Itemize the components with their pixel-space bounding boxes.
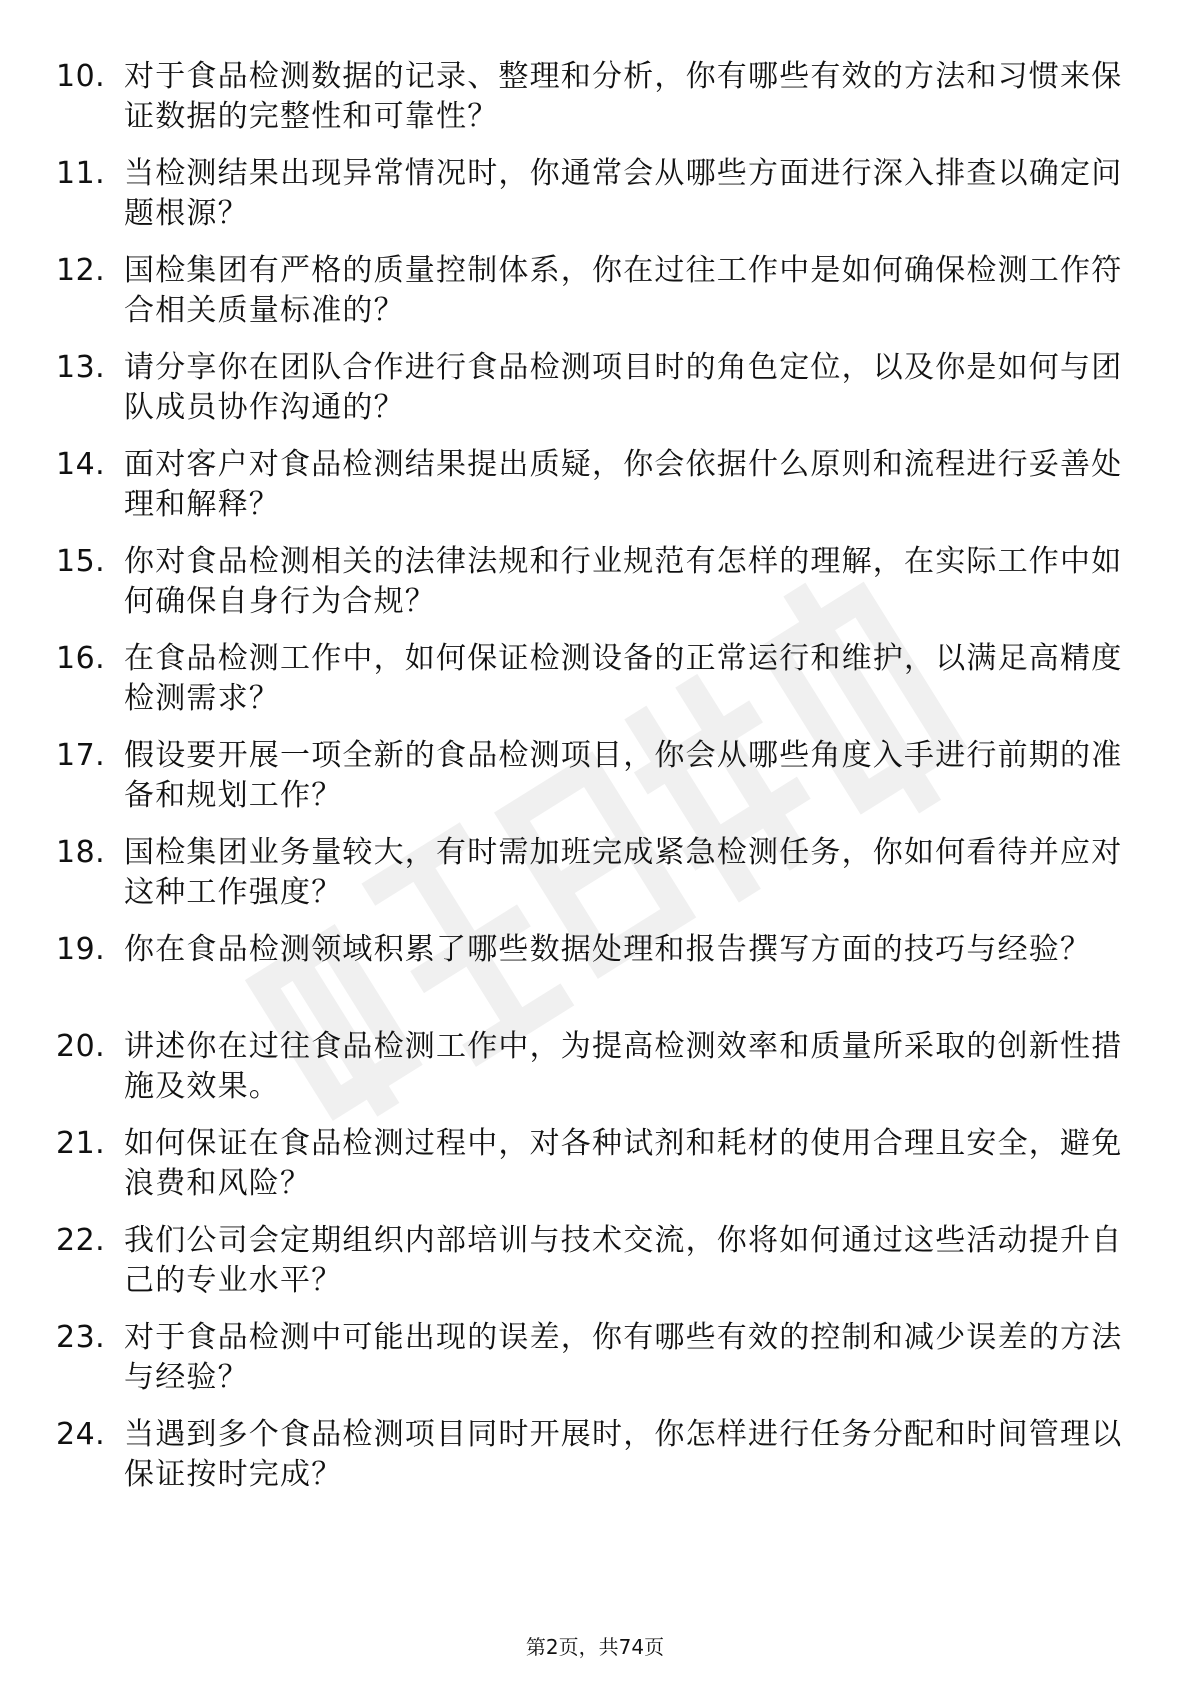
question-number: 15. xyxy=(56,544,106,579)
question-item xyxy=(56,1027,1136,1127)
question-item xyxy=(56,1124,1136,1224)
question-number: 14. xyxy=(56,447,106,482)
question-text: 你对食品检测相关的法律法规和行业规范有怎样的理解，在实际工作中如何确保自身行为合规？ xyxy=(124,544,1123,619)
question-item xyxy=(56,639,1136,739)
question-number: 10. xyxy=(56,59,106,94)
question-text: 在食品检测工作中，如何保证检测设备的正常运行和维护，以满足高精度检测需求？ xyxy=(124,641,1123,716)
question-item xyxy=(56,154,1136,254)
question-text: 假设要开展一项全新的食品检测项目，你会从哪些角度入手进行前期的准备和规划工作？ xyxy=(124,738,1123,813)
question-number: 23. xyxy=(56,1320,106,1355)
question-item xyxy=(56,833,1136,933)
question-text: 讲述你在过往食品检测工作中，为提高检测效率和质量所采取的创新性措施及效果。 xyxy=(124,1029,1123,1104)
question-text: 对于食品检测中可能出现的误差，你有哪些有效的控制和减少误差的方法与经验？ xyxy=(124,1320,1123,1395)
question-text: 国检集团有严格的质量控制体系，你在过往工作中是如何确保检测工作符合相关质量标准的？ xyxy=(124,253,1123,328)
question-item xyxy=(56,445,1136,545)
question-item xyxy=(56,251,1136,351)
question-text: 对于食品检测数据的记录、整理和分析，你有哪些有效的方法和习惯来保证数据的完整性和可靠性？ xyxy=(124,59,1123,134)
question-text: 你在食品检测领域积累了哪些数据处理和报告撰写方面的技巧与经验？ xyxy=(124,932,1092,967)
question-text: 如何保证在食品检测过程中，对各种试剂和耗材的使用合理且安全，避免浪费和风险？ xyxy=(124,1126,1123,1201)
question-item xyxy=(56,1318,1136,1418)
question-number: 20. xyxy=(56,1029,106,1064)
question-number: 24. xyxy=(56,1417,106,1452)
question-item xyxy=(56,57,1136,157)
question-item xyxy=(56,1221,1136,1321)
question-text: 面对客户对食品检测结果提出质疑，你会依据什么原则和流程进行妥善处理和解释？ xyxy=(124,447,1123,522)
question-number: 19. xyxy=(56,932,106,967)
question-number: 11. xyxy=(56,156,106,191)
question-item xyxy=(56,930,1136,1030)
question-item xyxy=(56,1415,1136,1515)
question-text: 当检测结果出现异常情况时，你通常会从哪些方面进行深入排查以确定问题根源？ xyxy=(124,156,1123,231)
question-number: 17. xyxy=(56,738,106,773)
question-item xyxy=(56,348,1136,448)
question-text: 当遇到多个食品检测项目同时开展时，你怎样进行任务分配和时间管理以保证按时完成？ xyxy=(124,1417,1123,1492)
question-number: 16. xyxy=(56,641,106,676)
page-number: 第2页，共74页 xyxy=(525,1635,665,1659)
question-number: 18. xyxy=(56,835,106,870)
question-number: 12. xyxy=(56,253,106,288)
question-text: 请分享你在团队合作进行食品检测项目时的角色定位，以及你是如何与团队成员协作沟通的？ xyxy=(124,350,1123,425)
question-text: 国检集团业务量较大，有时需加班完成紧急检测任务，你如何看待并应对这种工作强度？ xyxy=(124,835,1123,910)
question-item xyxy=(56,736,1136,836)
question-item xyxy=(56,542,1136,642)
question-number: 21. xyxy=(56,1126,106,1161)
question-number: 13. xyxy=(56,350,106,385)
question-number: 22. xyxy=(56,1223,106,1258)
question-text: 我们公司会定期组织内部培训与技术交流，你将如何通过这些活动提升自己的专业水平？ xyxy=(124,1223,1123,1298)
